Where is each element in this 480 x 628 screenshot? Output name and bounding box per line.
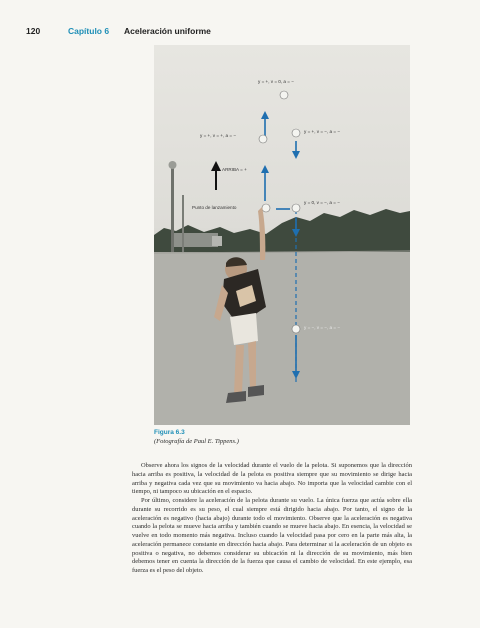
body-text <box>132 462 412 576</box>
chapter-title: Aceleración uniforme <box>124 26 211 36</box>
label-top: y = +, v = 0, a = − <box>258 79 294 84</box>
page-header <box>26 26 454 40</box>
figure-credit: (Fotografía de Paul E. Tippens.) <box>154 438 239 445</box>
label-low: y = −, v = −, a = − <box>304 325 341 330</box>
label-launch-right: y = 0, v = −, a = − <box>304 200 340 205</box>
figure-caption <box>154 428 414 446</box>
page-number: 120 <box>26 26 41 36</box>
label-right-mid: y = +, v = −, a = − <box>304 129 341 134</box>
label-left-mid: y = +, v = +, a = − <box>200 133 237 138</box>
paragraph-1: Observe ahora los signos de la velocidad durante el vuelo de la pelota. Si suponemos que la dirección hacia arriba es positiva, la velocidad de la pelota es positiva siempre que su movimiento se dirige hacia arriba y negativa cada vez que su movimiento va hacia abajo. No importa que la velocidad cambie con el tiempo, ni tampoco su ubicación en el espacio. <box>132 462 412 496</box>
figure-photo <box>154 45 410 425</box>
chapter-label: Capítulo 6 <box>68 26 110 36</box>
paragraph-2: Por último, considere la aceleración de la pelota durante su vuelo. La única fuerza que actúa sobre ella durante su recorrido es su peso, el cual siempre está dirigido hacia abajo. Por tanto, el signo de la aceleración es negativo (hacia abajo) durante todo el movimiento. Observe que la aceleración es negativa cuando la pelota se mueve hacia arriba y también cuando se mueve hacia abajo. En esencia, la velocidad se vuelve en todo momento más negativa. Incluso cuando la velocidad pasa por cero en la parte más alta, la aceleración permanece constante en dirección hacia abajo. Para determinar si la aceleración de un objeto es positiva o negativa, no debemos considerar su ubicación ni la dirección de su movimiento, más bien debemos tener en cuenta la dirección de la fuerza que causa el cambio de velocidad. En este ejemplo, esa fuerza es el peso del objeto. <box>132 497 412 574</box>
label-arriba: ARRIBA = + <box>222 167 247 172</box>
figure-title: Figura 6.3 <box>154 429 185 436</box>
photo-illustration <box>154 45 410 425</box>
label-launch: Punto de lanzamiento <box>192 205 237 210</box>
